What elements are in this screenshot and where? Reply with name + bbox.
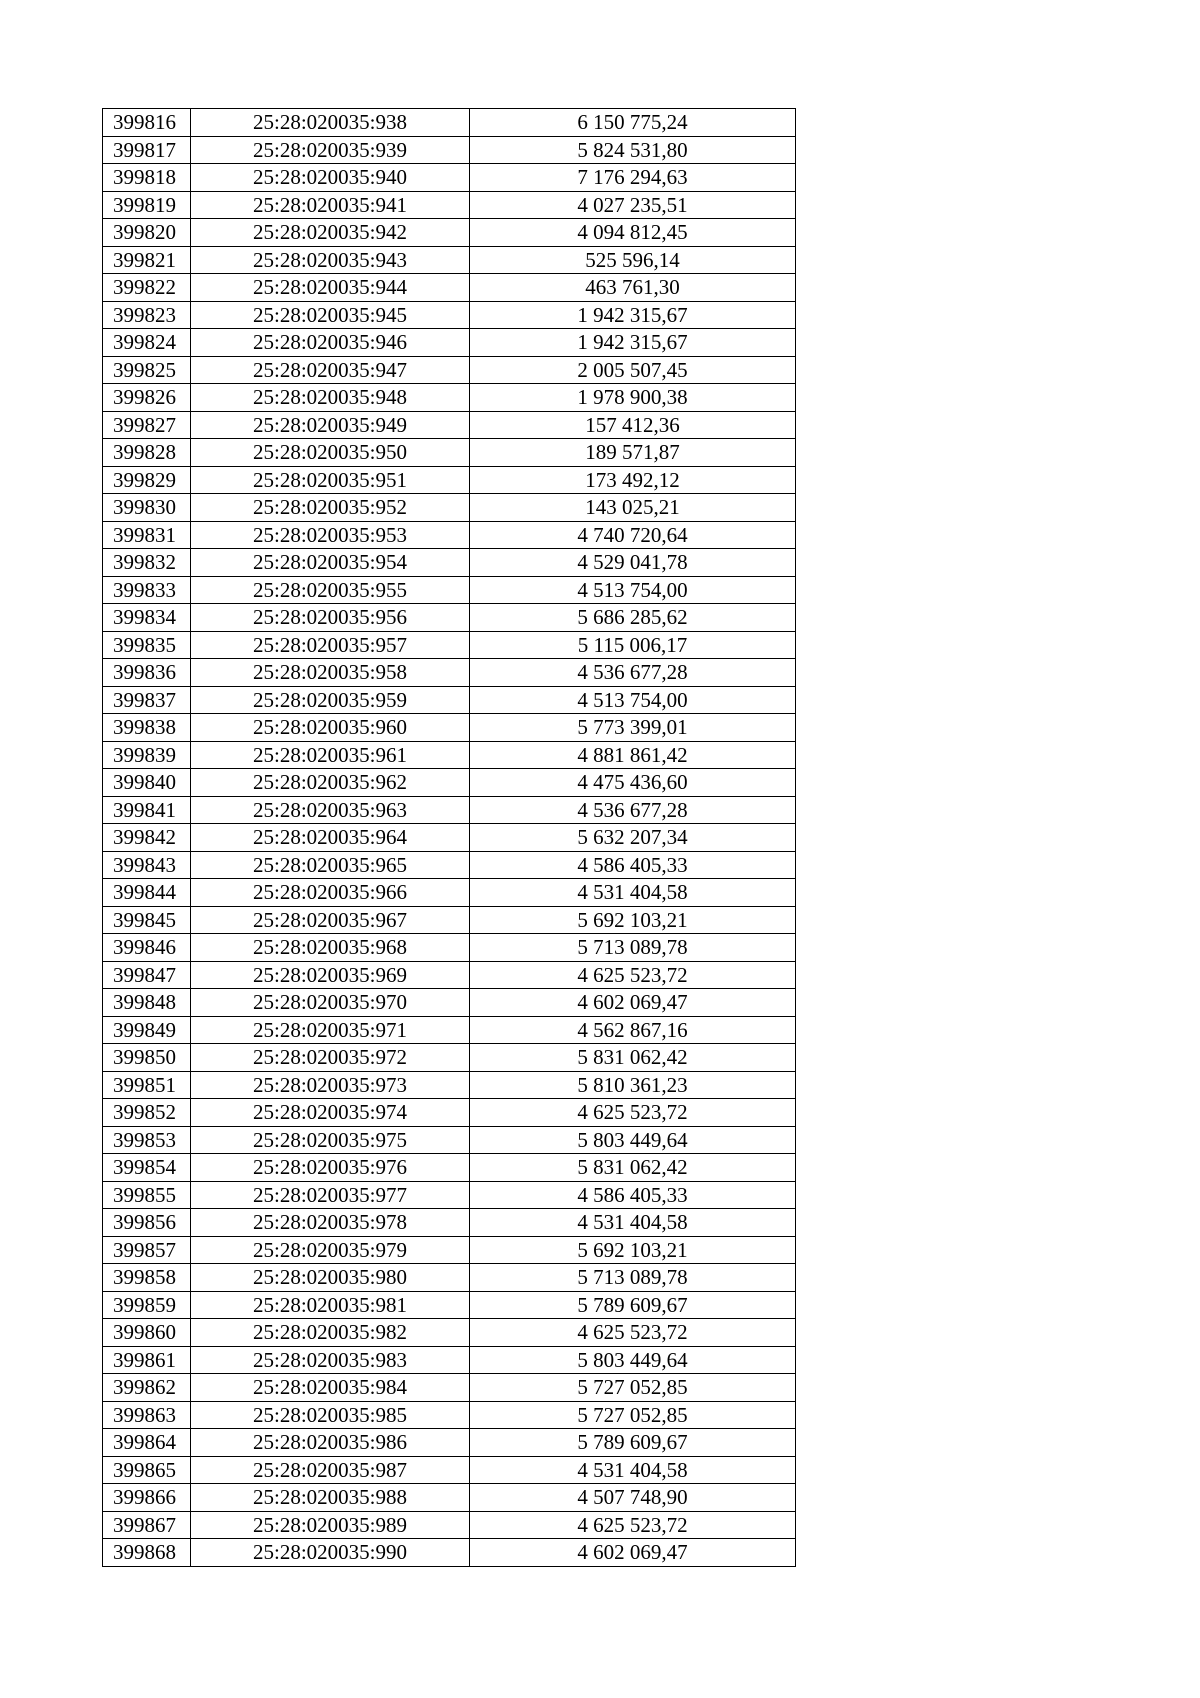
table-row <box>103 494 796 522</box>
cadastral-value-cell: 4 027 235,51 <box>470 191 796 219</box>
cadastral-value-cell: 5 803 449,64 <box>470 1126 796 1154</box>
cadastral-value-cell: 1 942 315,67 <box>470 301 796 329</box>
table-row <box>103 631 796 659</box>
row-number-cell: 399823 <box>103 301 191 329</box>
cadastral-number-cell: 25:28:020035:958 <box>191 659 470 687</box>
cadastral-number-cell: 25:28:020035:946 <box>191 329 470 357</box>
table-row <box>103 274 796 302</box>
cadastral-value-cell: 5 713 089,78 <box>470 934 796 962</box>
cadastral-value-cell: 7 176 294,63 <box>470 164 796 192</box>
row-number-cell: 399839 <box>103 741 191 769</box>
table-row <box>103 824 796 852</box>
cadastral-value-cell: 5 831 062,42 <box>470 1154 796 1182</box>
row-number-cell: 399843 <box>103 851 191 879</box>
cadastral-number-cell: 25:28:020035:951 <box>191 466 470 494</box>
cadastral-number-cell: 25:28:020035:986 <box>191 1429 470 1457</box>
cadastral-number-cell: 25:28:020035:954 <box>191 549 470 577</box>
table-row <box>103 329 796 357</box>
cadastral-number-cell: 25:28:020035:979 <box>191 1236 470 1264</box>
cadastral-number-cell: 25:28:020035:939 <box>191 136 470 164</box>
cadastral-value-cell: 4 625 523,72 <box>470 1099 796 1127</box>
cadastral-value-table <box>102 108 796 1567</box>
row-number-cell: 399828 <box>103 439 191 467</box>
table-row <box>103 576 796 604</box>
row-number-cell: 399861 <box>103 1346 191 1374</box>
cadastral-value-cell: 4 586 405,33 <box>470 1181 796 1209</box>
table-row <box>103 741 796 769</box>
cadastral-value-cell: 4 531 404,58 <box>470 879 796 907</box>
cadastral-value-cell: 4 602 069,47 <box>470 1539 796 1567</box>
row-number-cell: 399825 <box>103 356 191 384</box>
row-number-cell: 399837 <box>103 686 191 714</box>
table-row <box>103 1346 796 1374</box>
cadastral-value-cell: 4 475 436,60 <box>470 769 796 797</box>
row-number-cell: 399840 <box>103 769 191 797</box>
table-row <box>103 246 796 274</box>
row-number-cell: 399832 <box>103 549 191 577</box>
cadastral-number-cell: 25:28:020035:938 <box>191 109 470 137</box>
cadastral-number-cell: 25:28:020035:989 <box>191 1511 470 1539</box>
cadastral-value-cell: 5 115 006,17 <box>470 631 796 659</box>
cadastral-value-cell: 4 562 867,16 <box>470 1016 796 1044</box>
cadastral-number-cell: 25:28:020035:987 <box>191 1456 470 1484</box>
table-row <box>103 301 796 329</box>
table-row <box>103 439 796 467</box>
table-row <box>103 1016 796 1044</box>
cadastral-value-cell: 4 625 523,72 <box>470 961 796 989</box>
table-row <box>103 466 796 494</box>
cadastral-value-cell: 4 531 404,58 <box>470 1456 796 1484</box>
cadastral-value-cell: 4 513 754,00 <box>470 576 796 604</box>
row-number-cell: 399830 <box>103 494 191 522</box>
cadastral-value-cell: 4 529 041,78 <box>470 549 796 577</box>
row-number-cell: 399841 <box>103 796 191 824</box>
row-number-cell: 399865 <box>103 1456 191 1484</box>
cadastral-value-cell: 143 025,21 <box>470 494 796 522</box>
cadastral-number-cell: 25:28:020035:985 <box>191 1401 470 1429</box>
cadastral-value-cell: 189 571,87 <box>470 439 796 467</box>
table-row <box>103 1484 796 1512</box>
row-number-cell: 399824 <box>103 329 191 357</box>
row-number-cell: 399866 <box>103 1484 191 1512</box>
cadastral-number-cell: 25:28:020035:942 <box>191 219 470 247</box>
table-row <box>103 934 796 962</box>
cadastral-value-cell: 5 632 207,34 <box>470 824 796 852</box>
cadastral-number-cell: 25:28:020035:960 <box>191 714 470 742</box>
cadastral-number-cell: 25:28:020035:974 <box>191 1099 470 1127</box>
cadastral-value-cell: 5 727 052,85 <box>470 1374 796 1402</box>
row-number-cell: 399836 <box>103 659 191 687</box>
table-row <box>103 1236 796 1264</box>
table-row <box>103 549 796 577</box>
cadastral-number-cell: 25:28:020035:961 <box>191 741 470 769</box>
table-row <box>103 1209 796 1237</box>
cadastral-value-cell: 5 686 285,62 <box>470 604 796 632</box>
cadastral-number-cell: 25:28:020035:943 <box>191 246 470 274</box>
row-number-cell: 399838 <box>103 714 191 742</box>
table-row <box>103 1154 796 1182</box>
table-row <box>103 411 796 439</box>
cadastral-number-cell: 25:28:020035:962 <box>191 769 470 797</box>
table-row <box>103 219 796 247</box>
cadastral-number-cell: 25:28:020035:964 <box>191 824 470 852</box>
cadastral-value-cell: 5 810 361,23 <box>470 1071 796 1099</box>
cadastral-number-cell: 25:28:020035:945 <box>191 301 470 329</box>
row-number-cell: 399829 <box>103 466 191 494</box>
cadastral-number-cell: 25:28:020035:952 <box>191 494 470 522</box>
cadastral-value-cell: 5 789 609,67 <box>470 1429 796 1457</box>
table-row <box>103 1291 796 1319</box>
table-row <box>103 989 796 1017</box>
table-row <box>103 604 796 632</box>
table-row <box>103 1044 796 1072</box>
cadastral-number-cell: 25:28:020035:982 <box>191 1319 470 1347</box>
cadastral-value-cell: 4 881 861,42 <box>470 741 796 769</box>
row-number-cell: 399858 <box>103 1264 191 1292</box>
row-number-cell: 399822 <box>103 274 191 302</box>
row-number-cell: 399860 <box>103 1319 191 1347</box>
cadastral-value-cell: 5 692 103,21 <box>470 1236 796 1264</box>
table-row <box>103 1181 796 1209</box>
table-row <box>103 906 796 934</box>
table-row <box>103 686 796 714</box>
table-row <box>103 1264 796 1292</box>
row-number-cell: 399856 <box>103 1209 191 1237</box>
cadastral-number-cell: 25:28:020035:967 <box>191 906 470 934</box>
cadastral-value-cell: 5 727 052,85 <box>470 1401 796 1429</box>
cadastral-value-cell: 2 005 507,45 <box>470 356 796 384</box>
cadastral-value-cell: 4 094 812,45 <box>470 219 796 247</box>
cadastral-value-cell: 4 586 405,33 <box>470 851 796 879</box>
row-number-cell: 399818 <box>103 164 191 192</box>
row-number-cell: 399831 <box>103 521 191 549</box>
cadastral-number-cell: 25:28:020035:963 <box>191 796 470 824</box>
row-number-cell: 399867 <box>103 1511 191 1539</box>
cadastral-number-cell: 25:28:020035:968 <box>191 934 470 962</box>
cadastral-number-cell: 25:28:020035:948 <box>191 384 470 412</box>
cadastral-number-cell: 25:28:020035:980 <box>191 1264 470 1292</box>
cadastral-value-cell: 4 531 404,58 <box>470 1209 796 1237</box>
cadastral-value-cell: 4 536 677,28 <box>470 796 796 824</box>
table-row <box>103 1401 796 1429</box>
cadastral-number-cell: 25:28:020035:975 <box>191 1126 470 1154</box>
cadastral-number-cell: 25:28:020035:983 <box>191 1346 470 1374</box>
table-row <box>103 136 796 164</box>
cadastral-value-cell: 463 761,30 <box>470 274 796 302</box>
cadastral-value-cell: 4 625 523,72 <box>470 1511 796 1539</box>
table-row <box>103 851 796 879</box>
cadastral-number-cell: 25:28:020035:972 <box>191 1044 470 1072</box>
table-row <box>103 521 796 549</box>
cadastral-number-cell: 25:28:020035:969 <box>191 961 470 989</box>
cadastral-number-cell: 25:28:020035:966 <box>191 879 470 907</box>
table-row <box>103 879 796 907</box>
cadastral-value-cell: 5 692 103,21 <box>470 906 796 934</box>
cadastral-number-cell: 25:28:020035:973 <box>191 1071 470 1099</box>
row-number-cell: 399849 <box>103 1016 191 1044</box>
cadastral-number-cell: 25:28:020035:976 <box>191 1154 470 1182</box>
table-row <box>103 1099 796 1127</box>
table-row <box>103 1429 796 1457</box>
cadastral-value-cell: 5 803 449,64 <box>470 1346 796 1374</box>
cadastral-value-cell: 1 978 900,38 <box>470 384 796 412</box>
cadastral-number-cell: 25:28:020035:965 <box>191 851 470 879</box>
cadastral-number-cell: 25:28:020035:990 <box>191 1539 470 1567</box>
row-number-cell: 399835 <box>103 631 191 659</box>
row-number-cell: 399816 <box>103 109 191 137</box>
cadastral-number-cell: 25:28:020035:941 <box>191 191 470 219</box>
cadastral-number-cell: 25:28:020035:949 <box>191 411 470 439</box>
table-row <box>103 1071 796 1099</box>
row-number-cell: 399846 <box>103 934 191 962</box>
cadastral-number-cell: 25:28:020035:981 <box>191 1291 470 1319</box>
cadastral-value-cell: 1 942 315,67 <box>470 329 796 357</box>
cadastral-number-cell: 25:28:020035:950 <box>191 439 470 467</box>
row-number-cell: 399862 <box>103 1374 191 1402</box>
cadastral-value-cell: 6 150 775,24 <box>470 109 796 137</box>
table-row <box>103 1374 796 1402</box>
cadastral-value-cell: 4 507 748,90 <box>470 1484 796 1512</box>
row-number-cell: 399834 <box>103 604 191 632</box>
row-number-cell: 399850 <box>103 1044 191 1072</box>
row-number-cell: 399853 <box>103 1126 191 1154</box>
table-row <box>103 1319 796 1347</box>
table-row <box>103 659 796 687</box>
cadastral-number-cell: 25:28:020035:978 <box>191 1209 470 1237</box>
table-row <box>103 1456 796 1484</box>
row-number-cell: 399844 <box>103 879 191 907</box>
cadastral-number-cell: 25:28:020035:940 <box>191 164 470 192</box>
cadastral-value-cell: 4 625 523,72 <box>470 1319 796 1347</box>
row-number-cell: 399848 <box>103 989 191 1017</box>
row-number-cell: 399819 <box>103 191 191 219</box>
cadastral-number-cell: 25:28:020035:955 <box>191 576 470 604</box>
row-number-cell: 399857 <box>103 1236 191 1264</box>
cadastral-number-cell: 25:28:020035:944 <box>191 274 470 302</box>
cadastral-value-cell: 525 596,14 <box>470 246 796 274</box>
cadastral-number-cell: 25:28:020035:959 <box>191 686 470 714</box>
cadastral-value-cell: 5 824 531,80 <box>470 136 796 164</box>
cadastral-number-cell: 25:28:020035:970 <box>191 989 470 1017</box>
row-number-cell: 399833 <box>103 576 191 604</box>
row-number-cell: 399817 <box>103 136 191 164</box>
cadastral-value-cell: 4 513 754,00 <box>470 686 796 714</box>
cadastral-number-cell: 25:28:020035:984 <box>191 1374 470 1402</box>
row-number-cell: 399855 <box>103 1181 191 1209</box>
row-number-cell: 399851 <box>103 1071 191 1099</box>
row-number-cell: 399845 <box>103 906 191 934</box>
table-row <box>103 961 796 989</box>
cadastral-value-cell: 5 713 089,78 <box>470 1264 796 1292</box>
row-number-cell: 399852 <box>103 1099 191 1127</box>
row-number-cell: 399842 <box>103 824 191 852</box>
table-row <box>103 1511 796 1539</box>
row-number-cell: 399826 <box>103 384 191 412</box>
cadastral-number-cell: 25:28:020035:988 <box>191 1484 470 1512</box>
cadastral-number-cell: 25:28:020035:971 <box>191 1016 470 1044</box>
table-row <box>103 1126 796 1154</box>
row-number-cell: 399820 <box>103 219 191 247</box>
row-number-cell: 399864 <box>103 1429 191 1457</box>
row-number-cell: 399859 <box>103 1291 191 1319</box>
row-number-cell: 399868 <box>103 1539 191 1567</box>
table-row <box>103 769 796 797</box>
table-row <box>103 356 796 384</box>
table-row <box>103 714 796 742</box>
cadastral-value-cell: 4 536 677,28 <box>470 659 796 687</box>
cadastral-value-cell: 173 492,12 <box>470 466 796 494</box>
cadastral-value-cell: 4 602 069,47 <box>470 989 796 1017</box>
row-number-cell: 399863 <box>103 1401 191 1429</box>
table-body <box>103 109 796 1567</box>
cadastral-value-cell: 5 789 609,67 <box>470 1291 796 1319</box>
cadastral-number-cell: 25:28:020035:957 <box>191 631 470 659</box>
row-number-cell: 399821 <box>103 246 191 274</box>
row-number-cell: 399854 <box>103 1154 191 1182</box>
cadastral-number-cell: 25:28:020035:956 <box>191 604 470 632</box>
table-row <box>103 1539 796 1567</box>
row-number-cell: 399827 <box>103 411 191 439</box>
row-number-cell: 399847 <box>103 961 191 989</box>
table-row <box>103 109 796 137</box>
table-row <box>103 191 796 219</box>
cadastral-value-cell: 5 773 399,01 <box>470 714 796 742</box>
table-row <box>103 796 796 824</box>
cadastral-number-cell: 25:28:020035:947 <box>191 356 470 384</box>
cadastral-value-cell: 5 831 062,42 <box>470 1044 796 1072</box>
table-row <box>103 164 796 192</box>
table-row <box>103 384 796 412</box>
cadastral-value-cell: 4 740 720,64 <box>470 521 796 549</box>
cadastral-number-cell: 25:28:020035:953 <box>191 521 470 549</box>
cadastral-value-cell: 157 412,36 <box>470 411 796 439</box>
cadastral-number-cell: 25:28:020035:977 <box>191 1181 470 1209</box>
